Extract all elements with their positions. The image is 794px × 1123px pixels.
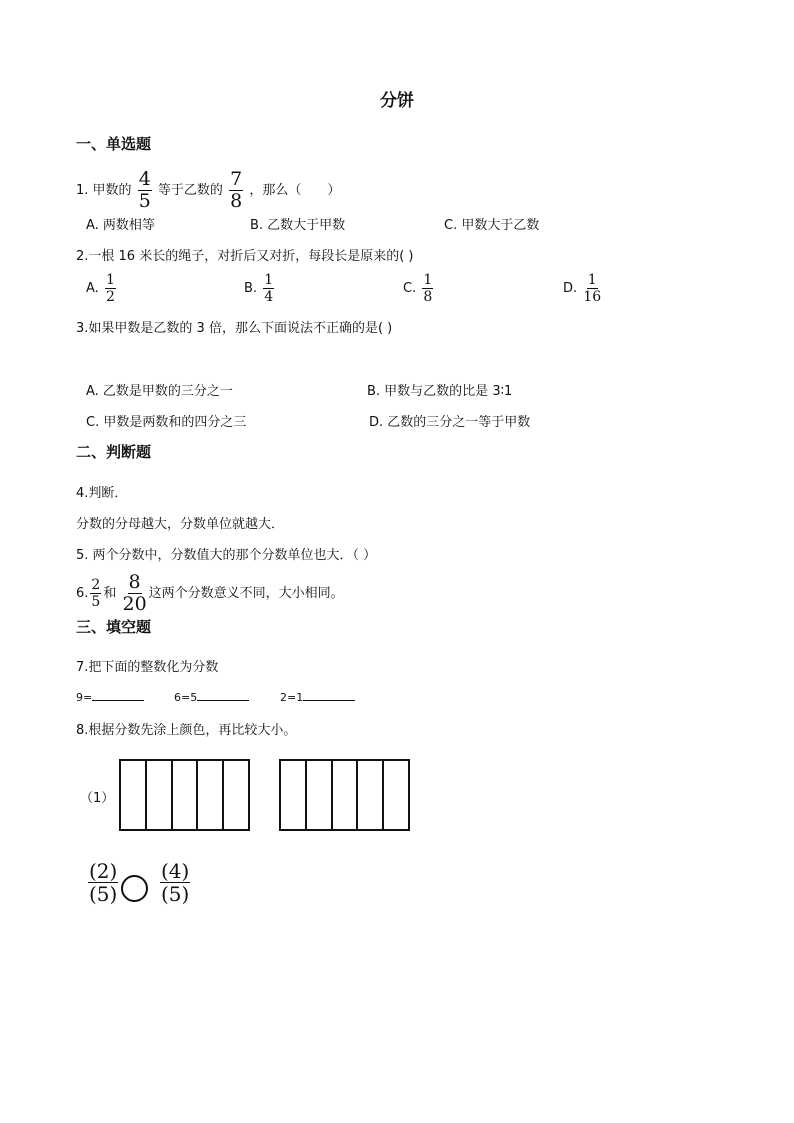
q8-fraction-b: $\frac{(4)}{(5)}$ bbox=[161, 859, 190, 906]
section-heading-fill-in: 三、填空题 bbox=[76, 618, 152, 636]
q2-option-a-fraction: $\frac{1}{2}$ bbox=[105, 272, 115, 305]
grid-cell[interactable] bbox=[356, 761, 382, 829]
question-8: 8.根据分数先涂上颜色，再比较大小。 bbox=[76, 723, 297, 738]
q8-compare-circle[interactable] bbox=[121, 875, 148, 902]
q2-option-a[interactable]: A. $\frac{1}{2}$ bbox=[86, 272, 115, 305]
q7-blank-2[interactable] bbox=[197, 689, 249, 701]
q1-suffix: ，那么（ ） bbox=[249, 183, 341, 198]
question-5: 5. 两个分数中，分数值大的那个分数单位也大．（ ） bbox=[76, 548, 377, 563]
q8-fraction-grid-right[interactable] bbox=[279, 759, 410, 831]
q1-fraction-a: $\frac{4}{5}$ bbox=[138, 168, 151, 212]
grid-cell[interactable] bbox=[196, 761, 222, 829]
question-7: 7.把下面的整数化为分数 bbox=[76, 660, 219, 675]
q1-fraction-b: $\frac{7}{8}$ bbox=[230, 168, 243, 212]
q7-item-3: 2=1 bbox=[280, 689, 355, 704]
grid-cell[interactable] bbox=[281, 761, 305, 829]
question-4-statement: 分数的分母越大，分数单位就越大． bbox=[76, 517, 285, 532]
q8-fraction-grid-left[interactable] bbox=[119, 759, 250, 831]
q6-fraction-a: $\frac{2}{5}$ bbox=[91, 577, 101, 610]
q2-option-c-fraction: $\frac{1}{8}$ bbox=[423, 272, 433, 305]
q2-option-d-fraction: $\frac{1}{16}$ bbox=[583, 272, 602, 305]
q7-blank-1[interactable] bbox=[92, 689, 144, 701]
q1-option-b[interactable]: B. 乙数大于甲数 bbox=[250, 218, 346, 233]
section-heading-single-choice: 一、单选题 bbox=[76, 135, 152, 153]
q7-item-1: 9= bbox=[76, 689, 144, 704]
q3-option-d[interactable]: D. 乙数的三分之一等于甲数 bbox=[369, 415, 531, 430]
q8-part-label: （1） bbox=[80, 791, 115, 806]
q7-blank-3[interactable] bbox=[303, 689, 355, 701]
grid-cell[interactable] bbox=[145, 761, 171, 829]
q7-item-2: 6=5 bbox=[174, 689, 249, 704]
question-1 bbox=[76, 170, 340, 211]
grid-cell[interactable] bbox=[305, 761, 331, 829]
q8-fraction-a: $\frac{(2)}{(5)}$ bbox=[89, 859, 118, 906]
section-heading-true-false: 二、判断题 bbox=[76, 443, 152, 461]
q2-option-d[interactable]: D. $\frac{1}{16}$ bbox=[563, 272, 602, 305]
grid-cell[interactable] bbox=[171, 761, 197, 829]
grid-cell[interactable] bbox=[382, 761, 408, 829]
page-title: 分饼 bbox=[380, 91, 414, 111]
q2-option-b-fraction: $\frac{1}{4}$ bbox=[264, 272, 274, 305]
q3-option-b[interactable]: B. 甲数与乙数的比是 3∶1 bbox=[367, 384, 513, 399]
q1-option-c[interactable]: C. 甲数大于乙数 bbox=[444, 218, 540, 233]
q6-fraction-b: $\frac{8}{20}$ bbox=[122, 571, 147, 615]
q3-option-c[interactable]: C. 甲数是两数和的四分之三 bbox=[86, 415, 247, 430]
q2-option-b[interactable]: B. $\frac{1}{4}$ bbox=[244, 272, 274, 305]
question-3: 3.如果甲数是乙数的 3 倍，那么下面说法不正确的是( ) bbox=[76, 321, 393, 336]
grid-cell[interactable] bbox=[222, 761, 248, 829]
q1-middle: 等于乙数的 bbox=[157, 183, 223, 198]
grid-cell[interactable] bbox=[331, 761, 357, 829]
question-6: 6. $\frac{2}{5}$ 和 $\frac{8}{20}$ 这两个分数意义不同，大小相同。 bbox=[76, 571, 344, 615]
question-2: 2.一根 16 米长的绳子，对折后又对折，每段长是原来的( ) bbox=[76, 249, 414, 264]
question-4-label: 4.判断． bbox=[76, 486, 128, 501]
q2-option-c[interactable]: C. $\frac{1}{8}$ bbox=[403, 272, 433, 305]
q1-option-a[interactable]: A. 两数相等 bbox=[86, 218, 155, 233]
q3-option-a[interactable]: A. 乙数是甲数的三分之一 bbox=[86, 384, 233, 399]
grid-cell[interactable] bbox=[121, 761, 145, 829]
q1-prefix: 1. 甲数的 bbox=[76, 183, 132, 198]
